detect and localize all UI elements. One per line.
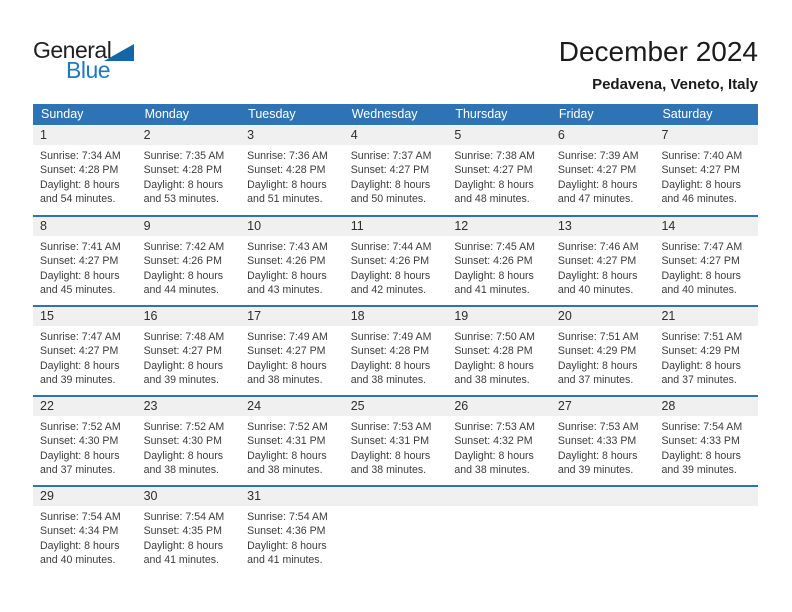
day-cell-25 bbox=[344, 397, 448, 485]
daylight-line: Daylight: 8 hours and 39 minutes. bbox=[557, 449, 638, 477]
week-row-2 bbox=[33, 215, 758, 305]
daylight-line: Daylight: 8 hours and 38 minutes. bbox=[247, 449, 327, 477]
sunset-line: Sunset: 4:27 PM bbox=[557, 164, 637, 177]
daylight-line: Daylight: 8 hours and 45 minutes. bbox=[40, 269, 120, 297]
daylight-line: Daylight: 8 hours and 48 minutes. bbox=[454, 178, 534, 206]
sunset-line: Sunset: 4:26 PM bbox=[143, 255, 222, 268]
day-details bbox=[551, 416, 655, 478]
sunrise-line: Sunrise: 7:54 AM bbox=[661, 421, 743, 433]
day-details bbox=[137, 416, 241, 478]
calendar-table bbox=[33, 104, 758, 575]
sunrise-line: Sunrise: 7:54 AM bbox=[143, 511, 225, 523]
sunset-line: Sunset: 4:27 PM bbox=[350, 164, 430, 177]
day-details bbox=[240, 416, 344, 478]
day-details bbox=[344, 236, 448, 298]
day-details bbox=[344, 145, 448, 207]
day-cell-10 bbox=[240, 217, 344, 305]
daylight-line: Daylight: 8 hours and 39 minutes. bbox=[661, 449, 741, 477]
sunset-line: Sunset: 4:28 PM bbox=[247, 164, 326, 177]
day-number: 28 bbox=[654, 397, 758, 416]
sunset-line: Sunset: 4:26 PM bbox=[350, 255, 430, 268]
sunset-line: Sunset: 4:30 PM bbox=[40, 435, 119, 448]
sunrise-line: Sunrise: 7:49 AM bbox=[350, 331, 432, 343]
daylight-line: Daylight: 8 hours and 38 minutes. bbox=[247, 359, 327, 387]
day-details bbox=[33, 236, 137, 298]
day-details bbox=[447, 416, 551, 478]
sunrise-line: Sunrise: 7:40 AM bbox=[661, 150, 743, 162]
sunrise-line: Sunrise: 7:53 AM bbox=[557, 421, 639, 433]
sunrise-line: Sunrise: 7:39 AM bbox=[557, 150, 639, 162]
day-header-friday: Friday bbox=[558, 107, 594, 121]
day-cell-3 bbox=[240, 126, 344, 215]
day-details bbox=[33, 326, 137, 388]
sunrise-line: Sunrise: 7:36 AM bbox=[247, 150, 328, 162]
daylight-line: Daylight: 8 hours and 38 minutes. bbox=[454, 359, 534, 387]
day-number bbox=[654, 487, 758, 506]
sunset-line: Sunset: 4:34 PM bbox=[40, 525, 119, 538]
daylight-line: Daylight: 8 hours and 40 minutes. bbox=[557, 269, 638, 297]
day-number: 14 bbox=[654, 217, 758, 236]
day-cell-empty bbox=[551, 487, 655, 575]
day-details bbox=[33, 506, 137, 568]
sunset-line: Sunset: 4:33 PM bbox=[661, 435, 740, 448]
day-cell-empty bbox=[344, 487, 448, 575]
week-row-3 bbox=[33, 305, 758, 395]
sunset-line: Sunset: 4:31 PM bbox=[350, 435, 430, 448]
day-cell-empty bbox=[654, 487, 758, 575]
day-details bbox=[447, 236, 551, 298]
page-title: December 2024 bbox=[558, 36, 758, 67]
sunset-line: Sunset: 4:27 PM bbox=[40, 345, 119, 358]
sunset-line: Sunset: 4:28 PM bbox=[454, 345, 533, 358]
day-cell-7 bbox=[654, 126, 758, 215]
day-number: 19 bbox=[447, 307, 551, 326]
daylight-line: Daylight: 8 hours and 37 minutes. bbox=[40, 449, 120, 477]
day-details bbox=[240, 236, 344, 298]
sunset-line: Sunset: 4:35 PM bbox=[143, 525, 222, 538]
day-cell-8 bbox=[33, 217, 137, 305]
title-block bbox=[559, 36, 758, 93]
sunrise-line: Sunrise: 7:52 AM bbox=[143, 421, 225, 433]
daylight-line: Daylight: 8 hours and 38 minutes. bbox=[350, 359, 431, 387]
sunrise-line: Sunrise: 7:54 AM bbox=[40, 511, 121, 523]
sunrise-line: Sunrise: 7:35 AM bbox=[143, 150, 225, 162]
day-number: 22 bbox=[33, 397, 137, 416]
sunrise-line: Sunrise: 7:48 AM bbox=[143, 331, 225, 343]
day-number: 30 bbox=[137, 487, 241, 506]
daylight-line: Daylight: 8 hours and 46 minutes. bbox=[661, 178, 741, 206]
logo-text-blue: Blue bbox=[66, 57, 111, 83]
day-cell-6 bbox=[551, 126, 655, 215]
daylight-line: Daylight: 8 hours and 50 minutes. bbox=[350, 178, 431, 206]
daylight-line: Daylight: 8 hours and 38 minutes. bbox=[143, 449, 224, 477]
daylight-line: Daylight: 8 hours and 39 minutes. bbox=[143, 359, 224, 387]
sunset-line: Sunset: 4:33 PM bbox=[557, 435, 637, 448]
day-number: 4 bbox=[344, 126, 448, 145]
day-details bbox=[654, 236, 758, 298]
page-subtitle: Pedavena, Veneto, Italy bbox=[592, 76, 758, 93]
sunrise-line: Sunrise: 7:44 AM bbox=[350, 241, 432, 253]
day-cell-22 bbox=[33, 397, 137, 485]
day-details bbox=[33, 145, 137, 207]
day-details bbox=[447, 326, 551, 388]
day-number: 26 bbox=[447, 397, 551, 416]
day-cell-13 bbox=[551, 217, 655, 305]
daylight-line: Daylight: 8 hours and 38 minutes. bbox=[454, 449, 534, 477]
day-cell-12 bbox=[447, 217, 551, 305]
daylight-line: Daylight: 8 hours and 37 minutes. bbox=[557, 359, 638, 387]
day-number: 13 bbox=[551, 217, 655, 236]
sunrise-line: Sunrise: 7:46 AM bbox=[557, 241, 639, 253]
day-number: 10 bbox=[240, 217, 344, 236]
sunrise-line: Sunrise: 7:51 AM bbox=[557, 331, 639, 343]
day-cell-30 bbox=[137, 487, 241, 575]
day-cell-29 bbox=[33, 487, 137, 575]
sunset-line: Sunset: 4:26 PM bbox=[247, 255, 326, 268]
day-cell-16 bbox=[137, 307, 241, 395]
sunset-line: Sunset: 4:28 PM bbox=[143, 164, 222, 177]
sunrise-line: Sunrise: 7:37 AM bbox=[350, 150, 432, 162]
daylight-line: Daylight: 8 hours and 37 minutes. bbox=[661, 359, 741, 387]
day-number: 17 bbox=[240, 307, 344, 326]
day-details bbox=[551, 145, 655, 207]
sunrise-line: Sunrise: 7:53 AM bbox=[350, 421, 432, 433]
day-number: 24 bbox=[240, 397, 344, 416]
day-cell-21 bbox=[654, 307, 758, 395]
day-number: 20 bbox=[551, 307, 655, 326]
sunset-line: Sunset: 4:27 PM bbox=[40, 255, 119, 268]
general-blue-logo bbox=[33, 37, 173, 87]
day-details bbox=[137, 145, 241, 207]
day-number: 9 bbox=[137, 217, 241, 236]
day-header-tuesday: Tuesday bbox=[248, 107, 296, 121]
daylight-line: Daylight: 8 hours and 40 minutes. bbox=[661, 269, 741, 297]
day-header-saturday: Saturday bbox=[662, 107, 713, 121]
day-details bbox=[344, 416, 448, 478]
daylight-line: Daylight: 8 hours and 40 minutes. bbox=[40, 539, 120, 567]
sunrise-line: Sunrise: 7:54 AM bbox=[247, 511, 328, 523]
day-cell-27 bbox=[551, 397, 655, 485]
day-cell-17 bbox=[240, 307, 344, 395]
sunrise-line: Sunrise: 7:43 AM bbox=[247, 241, 328, 253]
day-number: 23 bbox=[137, 397, 241, 416]
day-cell-14 bbox=[654, 217, 758, 305]
day-details bbox=[33, 416, 137, 478]
sunset-line: Sunset: 4:28 PM bbox=[350, 345, 430, 358]
day-details bbox=[654, 326, 758, 388]
sunset-line: Sunset: 4:32 PM bbox=[454, 435, 533, 448]
day-details bbox=[240, 506, 344, 568]
day-cell-1 bbox=[33, 126, 137, 215]
day-number: 7 bbox=[654, 126, 758, 145]
day-details bbox=[551, 236, 655, 298]
day-details bbox=[654, 145, 758, 207]
day-number bbox=[447, 487, 551, 506]
week-row-1 bbox=[33, 126, 758, 215]
day-header-monday: Monday bbox=[144, 107, 190, 121]
day-details bbox=[654, 416, 758, 478]
sunset-line: Sunset: 4:26 PM bbox=[454, 255, 533, 268]
sunrise-line: Sunrise: 7:52 AM bbox=[247, 421, 328, 433]
sunrise-line: Sunrise: 7:42 AM bbox=[143, 241, 225, 253]
day-number: 2 bbox=[137, 126, 241, 145]
day-number: 12 bbox=[447, 217, 551, 236]
sunrise-line: Sunrise: 7:52 AM bbox=[40, 421, 121, 433]
daylight-line: Daylight: 8 hours and 38 minutes. bbox=[350, 449, 431, 477]
day-cell-4 bbox=[344, 126, 448, 215]
sunset-line: Sunset: 4:27 PM bbox=[661, 164, 740, 177]
calendar-grid bbox=[33, 126, 758, 575]
sunrise-line: Sunrise: 7:53 AM bbox=[454, 421, 535, 433]
day-cell-24 bbox=[240, 397, 344, 485]
sunrise-line: Sunrise: 7:34 AM bbox=[40, 150, 121, 162]
sunset-line: Sunset: 4:27 PM bbox=[454, 164, 533, 177]
day-number: 8 bbox=[33, 217, 137, 236]
day-details bbox=[137, 236, 241, 298]
sunset-line: Sunset: 4:30 PM bbox=[143, 435, 222, 448]
day-number: 29 bbox=[33, 487, 137, 506]
sunset-line: Sunset: 4:31 PM bbox=[247, 435, 326, 448]
day-details bbox=[137, 326, 241, 388]
day-cell-2 bbox=[137, 126, 241, 215]
day-header-thursday: Thursday bbox=[455, 107, 508, 121]
daylight-line: Daylight: 8 hours and 47 minutes. bbox=[557, 178, 638, 206]
day-cell-28 bbox=[654, 397, 758, 485]
sunrise-line: Sunrise: 7:38 AM bbox=[454, 150, 535, 162]
sunrise-line: Sunrise: 7:49 AM bbox=[247, 331, 328, 343]
sunrise-line: Sunrise: 7:47 AM bbox=[40, 331, 121, 343]
daylight-line: Daylight: 8 hours and 41 minutes. bbox=[143, 539, 224, 567]
daylight-line: Daylight: 8 hours and 42 minutes. bbox=[350, 269, 431, 297]
day-details bbox=[240, 326, 344, 388]
day-number bbox=[551, 487, 655, 506]
week-row-4 bbox=[33, 395, 758, 485]
sunrise-line: Sunrise: 7:45 AM bbox=[454, 241, 535, 253]
day-number: 11 bbox=[344, 217, 448, 236]
daylight-line: Daylight: 8 hours and 43 minutes. bbox=[247, 269, 327, 297]
daylight-line: Daylight: 8 hours and 54 minutes. bbox=[40, 178, 120, 206]
sunset-line: Sunset: 4:29 PM bbox=[557, 345, 637, 358]
day-cell-20 bbox=[551, 307, 655, 395]
day-number: 3 bbox=[240, 126, 344, 145]
sunset-line: Sunset: 4:27 PM bbox=[247, 345, 326, 358]
day-cell-23 bbox=[137, 397, 241, 485]
daylight-line: Daylight: 8 hours and 44 minutes. bbox=[143, 269, 224, 297]
day-details bbox=[344, 326, 448, 388]
sunset-line: Sunset: 4:27 PM bbox=[143, 345, 222, 358]
day-cell-19 bbox=[447, 307, 551, 395]
day-number: 1 bbox=[33, 126, 137, 145]
day-number: 27 bbox=[551, 397, 655, 416]
day-number: 15 bbox=[33, 307, 137, 326]
sunset-line: Sunset: 4:36 PM bbox=[247, 525, 326, 538]
day-details bbox=[551, 326, 655, 388]
day-number: 6 bbox=[551, 126, 655, 145]
sunrise-line: Sunrise: 7:51 AM bbox=[661, 331, 743, 343]
daylight-line: Daylight: 8 hours and 41 minutes. bbox=[247, 539, 327, 567]
day-number: 16 bbox=[137, 307, 241, 326]
day-number: 18 bbox=[344, 307, 448, 326]
day-cell-31 bbox=[240, 487, 344, 575]
sunrise-line: Sunrise: 7:50 AM bbox=[454, 331, 535, 343]
day-number: 21 bbox=[654, 307, 758, 326]
day-number bbox=[344, 487, 448, 506]
daylight-line: Daylight: 8 hours and 39 minutes. bbox=[40, 359, 120, 387]
daylight-line: Daylight: 8 hours and 41 minutes. bbox=[454, 269, 534, 297]
sunset-line: Sunset: 4:27 PM bbox=[661, 255, 740, 268]
day-header-row bbox=[33, 104, 758, 125]
day-details bbox=[240, 145, 344, 207]
day-cell-empty bbox=[447, 487, 551, 575]
day-cell-26 bbox=[447, 397, 551, 485]
day-header-wednesday: Wednesday bbox=[351, 107, 418, 121]
day-number: 5 bbox=[447, 126, 551, 145]
day-cell-9 bbox=[137, 217, 241, 305]
day-number: 25 bbox=[344, 397, 448, 416]
sunset-line: Sunset: 4:29 PM bbox=[661, 345, 740, 358]
sunrise-line: Sunrise: 7:47 AM bbox=[661, 241, 743, 253]
sunset-line: Sunset: 4:28 PM bbox=[40, 164, 119, 177]
day-cell-15 bbox=[33, 307, 137, 395]
day-number: 31 bbox=[240, 487, 344, 506]
logo-text-general: General bbox=[33, 37, 112, 63]
daylight-line: Daylight: 8 hours and 53 minutes. bbox=[143, 178, 224, 206]
day-cell-18 bbox=[344, 307, 448, 395]
sunset-line: Sunset: 4:27 PM bbox=[557, 255, 637, 268]
day-cell-11 bbox=[344, 217, 448, 305]
week-row-5 bbox=[33, 485, 758, 575]
day-details bbox=[447, 145, 551, 207]
day-details bbox=[137, 506, 241, 568]
daylight-line: Daylight: 8 hours and 51 minutes. bbox=[247, 178, 327, 206]
sunrise-line: Sunrise: 7:41 AM bbox=[40, 241, 121, 253]
day-cell-5 bbox=[447, 126, 551, 215]
day-header-sunday: Sunday bbox=[41, 107, 84, 121]
